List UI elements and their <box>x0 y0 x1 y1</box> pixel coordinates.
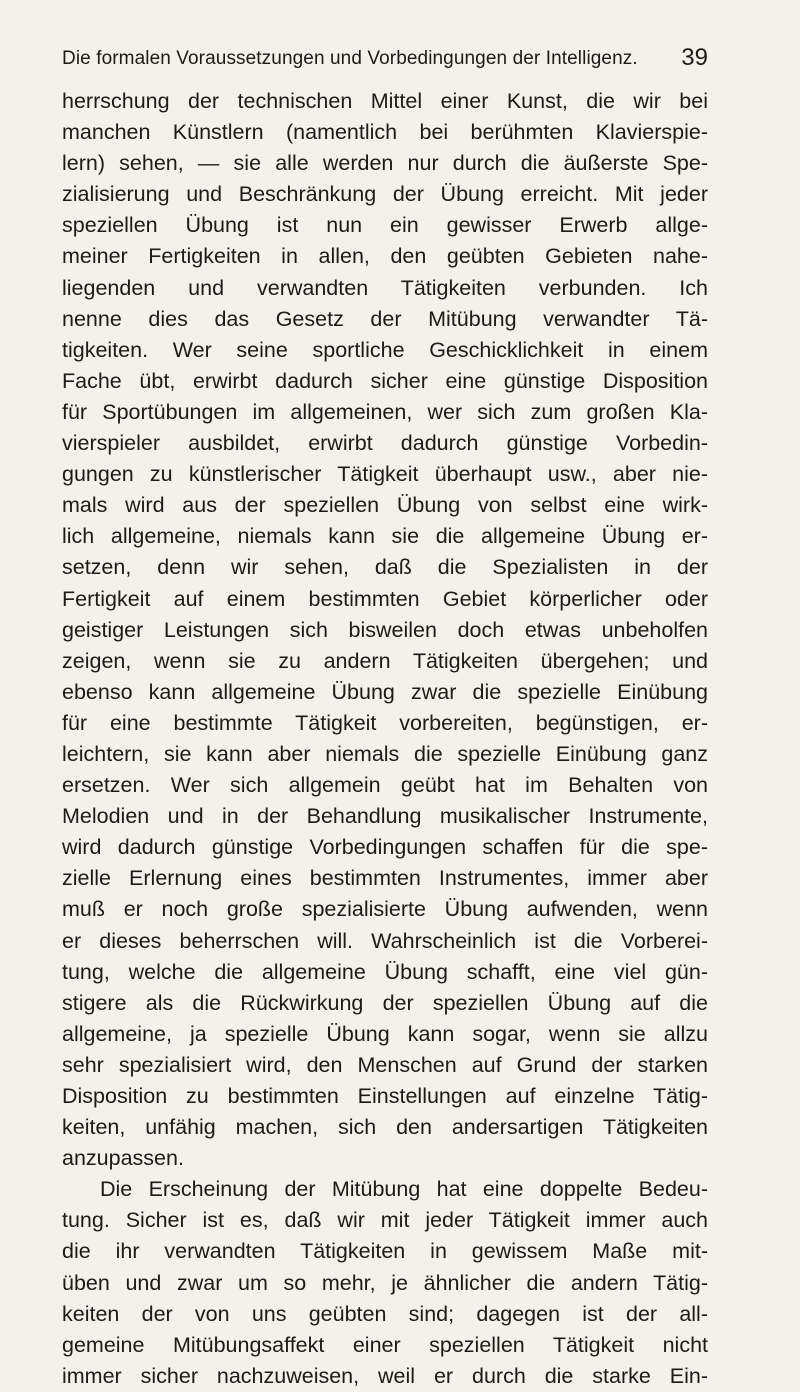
paragraph-first-line: Die Erscheinung der Mitübung hat eine doppelte Bedeu- <box>100 1177 708 1202</box>
page-number: 39 <box>681 44 708 71</box>
body-text <box>62 86 708 1392</box>
text-line: ersetzen. Wer sich allgemein geübt hat im Behalten von <box>62 773 708 798</box>
text-line: meiner Fertigkeiten in allen, den geübten Gebieten nahe- <box>62 244 708 269</box>
text-line: herrschung der technischen Mittel einer Kunst, die wir bei <box>62 89 708 113</box>
text-line: Fache übt, erwirbt dadurch sicher eine günstige Disposition <box>62 368 708 393</box>
text-line: lich allgemeine, niemals kann sie die allgemeine Übung er- <box>62 524 708 549</box>
text-line: vierspieler ausbildet, erwirbt dadurch günstige Vorbedin- <box>62 431 708 456</box>
text-line: liegenden und verwandten Tätigkeiten verbunden. Ich <box>62 275 708 300</box>
text-line: stigere als die Rückwirkung der speziellen Übung auf die <box>62 990 708 1015</box>
running-title: Die formalen Voraussetzungen und Vorbedingungen der Intelligenz. <box>62 48 638 69</box>
text-line: er dieses beherrschen will. Wahrscheinlich ist die Vorberei- <box>62 928 708 953</box>
paragraph-end-line: anzupassen. <box>62 1146 184 1171</box>
text-line: immer sicher nachzuweisen, weil er durch die starke Ein- <box>62 1363 708 1388</box>
text-line: üben und zwar um so mehr, je ähnlicher die andern Tätig- <box>62 1270 708 1295</box>
text-line: für Sportübungen im allgemeinen, wer sich zum großen Kla- <box>62 399 708 424</box>
text-line: sehr spezialisiert wird, den Menschen auf Grund der starken <box>62 1052 708 1077</box>
text-line: keiten, unfähig machen, sich den andersartigen Tätigkeiten <box>62 1115 708 1140</box>
text-line: speziellen Übung ist nun ein gewisser Erwerb allge- <box>62 213 708 238</box>
text-line: zeigen, wenn sie zu andern Tätigkeiten übergehen; und <box>62 648 708 673</box>
text-line: für eine bestimmte Tätigkeit vorbereiten, begünstigen, er- <box>62 710 708 735</box>
text-line: Disposition zu bestimmten Einstellungen auf einzelne Tätig- <box>62 1084 708 1108</box>
text-line: tung, welche die allgemeine Übung schafft, eine viel gün- <box>62 959 708 984</box>
text-line: die ihr verwandten Tätigkeiten in gewissem Maße mit- <box>62 1239 708 1264</box>
text-line: wird dadurch günstige Vorbedingungen schaffen für die spe- <box>62 835 708 860</box>
running-head <box>62 44 708 78</box>
text-line: leichtern, sie kann aber niemals die spezielle Einübung ganz <box>62 741 708 766</box>
text-line: tung. Sicher ist es, daß wir mit jeder Tätigkeit immer auch <box>62 1208 708 1233</box>
text-line: allgemeine, ja spezielle Übung kann sogar, wenn sie allzu <box>62 1021 708 1046</box>
text-line: zialisierung und Beschränkung der Übung erreicht. Mit jeder <box>62 182 708 207</box>
text-line: geistiger Leistungen sich bisweilen doch etwas unbeholfen <box>62 617 708 642</box>
text-line: Fertigkeit auf einem bestimmten Gebiet körperlicher oder <box>62 586 708 611</box>
text-line: nenne dies das Gesetz der Mitübung verwandter Tä- <box>62 306 708 331</box>
text-line: Melodien und in der Behandlung musikalischer Instrumente, <box>62 804 708 829</box>
text-line: muß er noch große spezialisierte Übung aufwenden, wenn <box>62 897 708 922</box>
text-line: ebenso kann allgemeine Übung zwar die spezielle Einübung <box>62 679 708 704</box>
text-line: manchen Künstlern (namentlich bei berühmten Klavierspie- <box>62 120 708 145</box>
text-line: mals wird aus der speziellen Übung von selbst eine wirk- <box>62 493 708 518</box>
text-line: gungen zu künstlerischer Tätigkeit überhaupt usw., aber nie- <box>62 462 708 487</box>
text-line: setzen, denn wir sehen, daß die Spezialisten in der <box>62 555 708 580</box>
text-line: lern) sehen, — sie alle werden nur durch die äußerste Spe- <box>62 151 708 176</box>
text-line: gemeine Mitübungsaffekt einer speziellen Tätigkeit nicht <box>62 1332 708 1357</box>
text-line: keiten der von uns geübten sind; dagegen ist der all- <box>62 1301 708 1326</box>
text-line: tigkeiten. Wer seine sportliche Geschicklichkeit in einem <box>62 337 708 362</box>
text-line: zielle Erlernung eines bestimmten Instrumentes, immer aber <box>62 866 708 891</box>
